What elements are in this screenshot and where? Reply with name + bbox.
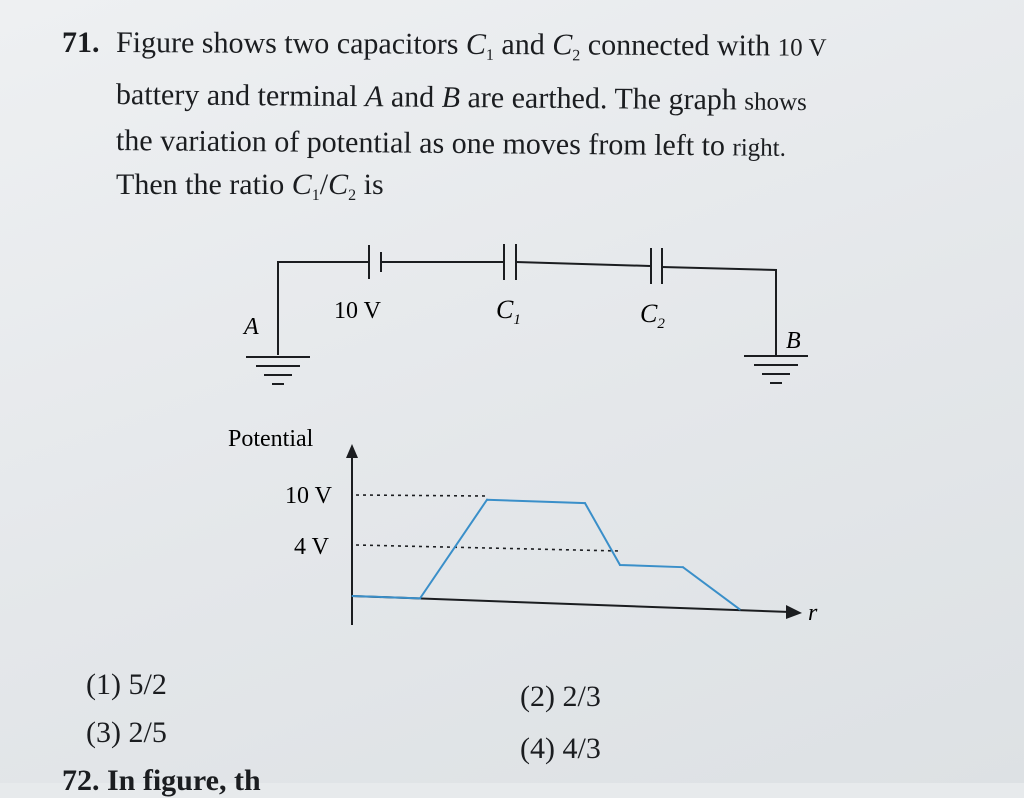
option-2[interactable]: (2) 2/3 xyxy=(520,680,601,714)
option-1[interactable]: (1) 5/2 xyxy=(86,668,167,702)
gridline-4v xyxy=(356,545,620,551)
x-axis-label: r xyxy=(808,600,818,626)
next-question-fragment: 72. In figure, th xyxy=(62,764,261,798)
potential-curve xyxy=(352,500,740,610)
c2-label: $C_2$ xyxy=(640,299,665,332)
question-number: 71. xyxy=(62,26,100,60)
terminal-b-label: B xyxy=(786,328,801,354)
option-4[interactable]: (4) 4/3 xyxy=(520,732,601,766)
question-line-2: battery and terminal A and B are earthed. The graph shows xyxy=(116,78,807,118)
terminal-a-label: A xyxy=(242,314,259,340)
option-3[interactable]: (3) 2/5 xyxy=(86,716,167,750)
question-line-4: Then the ratio $C_1/C_2$ is xyxy=(116,168,384,205)
question-line-1: Figure shows two capacitors $C_1$ and $C_2$ connected with 10 V xyxy=(116,26,827,67)
c1-label: $C_1$ xyxy=(496,295,521,328)
tick-label-10v: 10 V xyxy=(285,483,333,509)
x-axis-arrow-icon xyxy=(786,605,802,619)
battery-label: 10 V xyxy=(334,298,382,324)
tick-label-4v: 4 V xyxy=(294,534,330,560)
gridline-10v xyxy=(356,495,485,496)
y-axis-label: Potential xyxy=(228,426,314,452)
question-line-3: the variation of potential as one moves from left to right. xyxy=(116,124,786,164)
y-axis-arrow-icon xyxy=(346,444,358,458)
